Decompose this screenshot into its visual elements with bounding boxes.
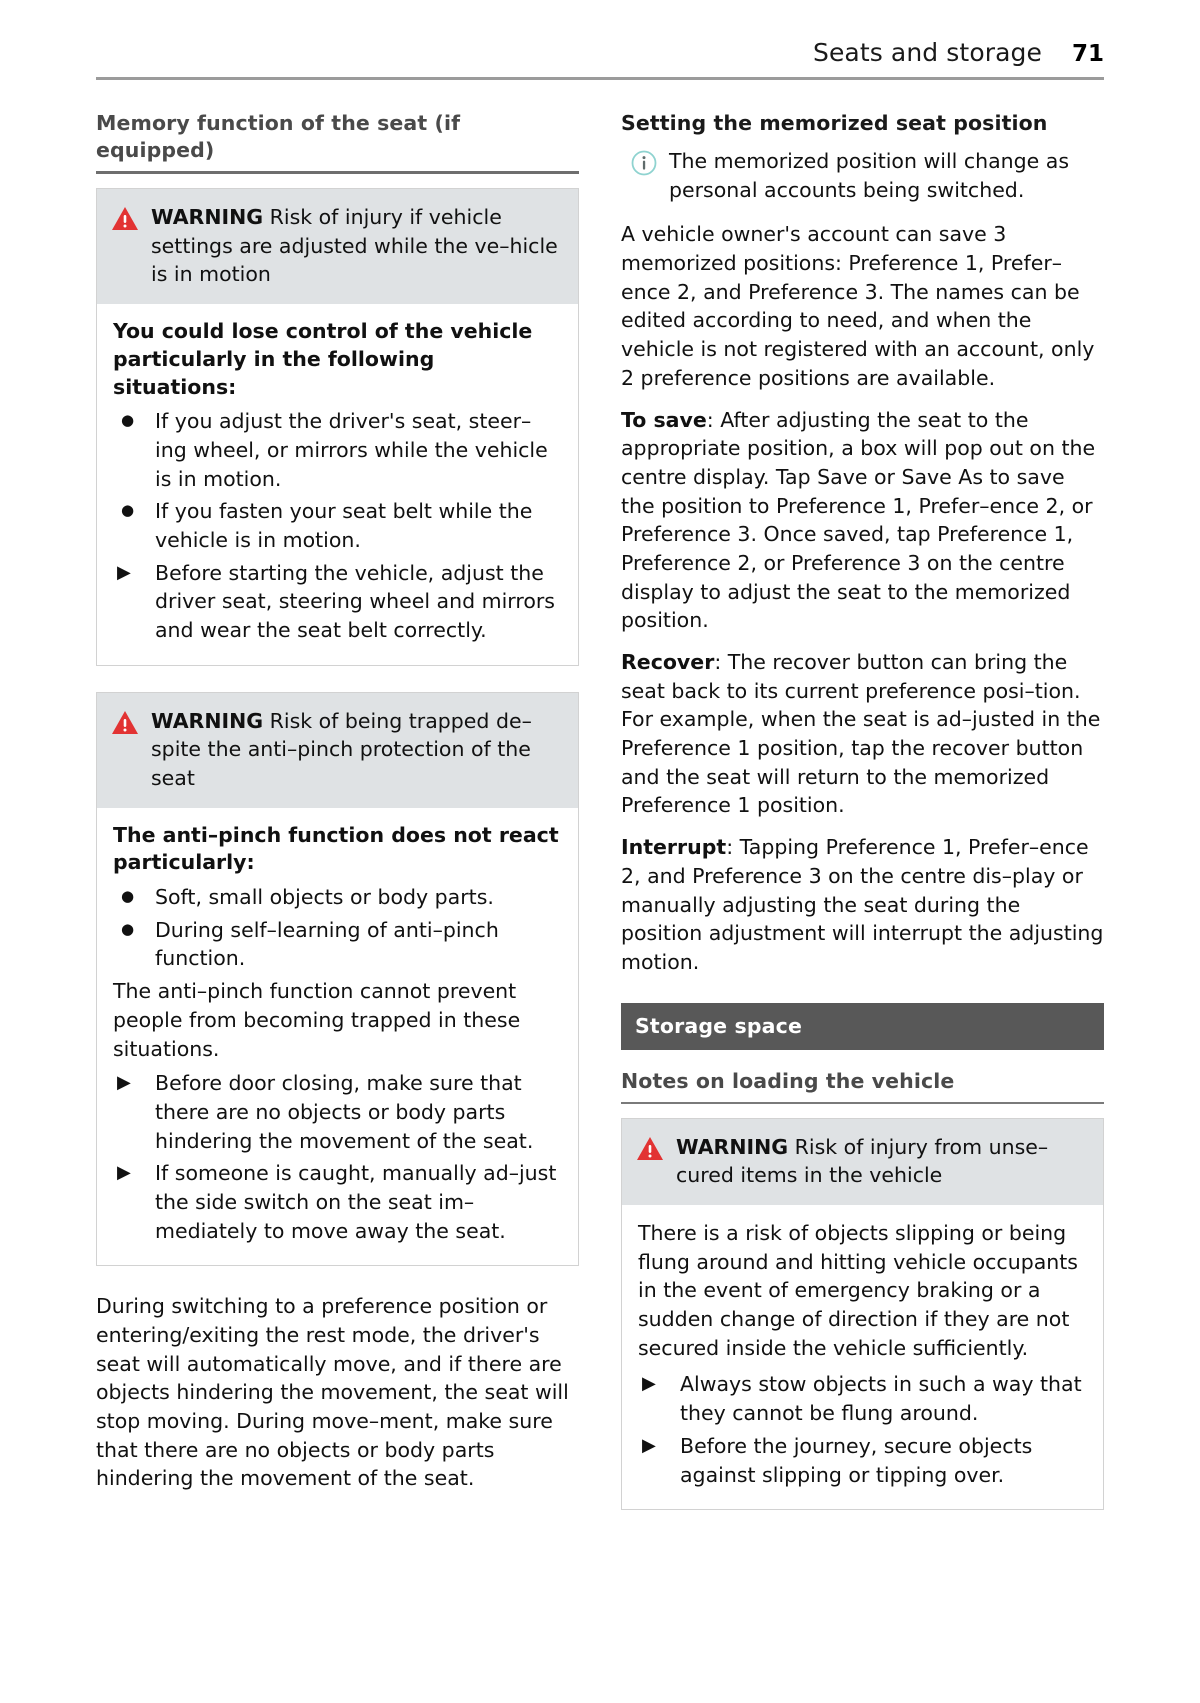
page-number: 71 [1071,41,1104,67]
header-title: Seats and storage [812,38,1042,67]
list-item: ● If you fasten your seat belt while the vehicle is in motion. [113,497,562,554]
heading-divider [96,171,579,174]
header-divider [96,77,1104,80]
paragraph-to-save [621,406,1104,636]
warning-box-body [97,304,578,665]
subheading-divider [621,1102,1104,1104]
warning-triangle-icon [111,710,139,735]
right-section-heading: Setting the memorized seat position [621,111,1048,135]
left-closing-paragraph: During switching to a preference position or entering/exiting the rest mode, the driver's seat will automatically move, and if there are objects hindering the movement, the seat will stop moving. During move–ment, make sure that there are no objects or body parts hindering the movement of the seat. [96,1294,569,1491]
subheading-notes-loading: Notes on loading the vehicle [621,1068,955,1093]
list-item: ● Soft, small objects or body parts. [113,883,562,912]
paragraph-lead-recover: Recover [621,650,715,675]
list-item: ▶ Before the journey, secure objects against slipping or tipping over. [638,1432,1087,1489]
right-column [621,110,1104,1536]
warning-lead-text: You could lose control of the vehicle particularly in the following situations: [113,319,533,399]
warning-box-motion [96,188,579,666]
warning-box-body [622,1205,1103,1509]
warning-box-body [97,808,578,1266]
warning-title-text: Risk of injury from unse–cured items in the vehicle [676,1134,1049,1188]
info-note-text: The memorized position will change as personal accounts being switched. [669,149,1070,202]
left-column [96,110,579,1536]
list-item: ▶ Always stow objects in such a way that they cannot be flung around. [638,1370,1087,1427]
warning-label: WARNING [676,1134,789,1159]
warning-box-header [622,1119,1103,1205]
list-item: ▶ If someone is caught, manually ad–just the side switch on the seat im–mediately to move away the seat. [113,1159,562,1245]
warning-list [638,1370,1087,1489]
paragraph-text: : After adjusting the seat to the appropriate position, a box will pop out on the centre display. Tap Save or Save As to save the position to Preference 1, Prefer–ence 2, or Preference 3. Once saved, tap Preference 1, Preference 2, or Preference 3 on the centre display to adjust the seat to the memorized position. [621,407,1096,633]
list-item: ● During self–learning of anti–pinch function. [113,916,562,973]
warning-list [113,883,562,973]
warning-title [151,203,562,289]
paragraph-text: : Tapping Preference 1, Prefer–ence 2, and Preference 3 on the centre dis–play or manually adjusting the seat during the position adjustment will interrupt the adjusting motion. [621,835,1104,974]
list-item: ▶ Before starting the vehicle, adjust the driver seat, steering wheel and mirrors and wear the seat belt correctly. [113,559,562,645]
warning-middle-paragraph: The anti–pinch function cannot prevent people from becoming trapped in these situations. [113,979,521,1061]
warning-list [113,407,562,645]
warning-triangle-icon [111,206,139,231]
left-section-heading: Memory function of the seat (if equipped) [96,111,461,163]
warning-title-text: Risk of being trapped de–spite the anti–pinch protection of the seat [151,708,532,791]
paragraph-text: : The recover button can bring the seat back to its current preference posi–tion. For example, when the seat is ad–justed in the Preference 1 position, tap the recover button and the seat will return to the memorized Preference 1 position. [621,650,1101,818]
info-note [631,147,1104,204]
warning-title-text: Risk of injury if vehicle settings are adjusted while the ve–hicle is in motion [151,205,558,287]
list-item: ● If you adjust the driver's seat, steer–ing wheel, or mirrors while the vehicle is in motion. [113,407,562,493]
paragraph-lead-to-save: To save [621,407,707,432]
warning-title [676,1133,1087,1190]
warning-box-header [97,189,578,304]
list-item: ▶ Before door closing, make sure that there are no objects or body parts hindering the movement of the seat. [113,1069,562,1155]
warning-label: WARNING [151,708,264,733]
warning-triangle-icon [636,1136,664,1161]
paragraph-accounts: A vehicle owner's account can save 3 memorized positions: Preference 1, Prefer–ence 2, and Preference 3. The names can be edited according to need, and when the vehicle is not registered with an account, only 2 preference positions are available. [621,222,1095,390]
warning-body-paragraph: There is a risk of objects slipping or being flung around and hitting vehicle occupants in the event of emergency braking or a sudden change of direction if they are not secured inside the vehicle sufficiently. [638,1221,1078,1360]
paragraph-recover [621,648,1104,820]
warning-list-secondary [113,1069,562,1245]
paragraph-lead-interrupt: Interrupt [621,835,727,860]
info-circle-icon [631,150,657,176]
page-header [96,38,1104,67]
warning-lead-text: The anti–pinch function does not react particularly: [113,822,559,875]
warning-box-unsecured-items [621,1118,1104,1511]
section-banner-storage-space: Storage space [621,1003,1104,1050]
warning-label: WARNING [151,205,264,230]
warning-box-header [97,693,578,808]
two-column-body [96,110,1104,1536]
warning-box-antipinch [96,692,579,1267]
paragraph-interrupt [621,833,1104,976]
warning-title [151,707,562,793]
